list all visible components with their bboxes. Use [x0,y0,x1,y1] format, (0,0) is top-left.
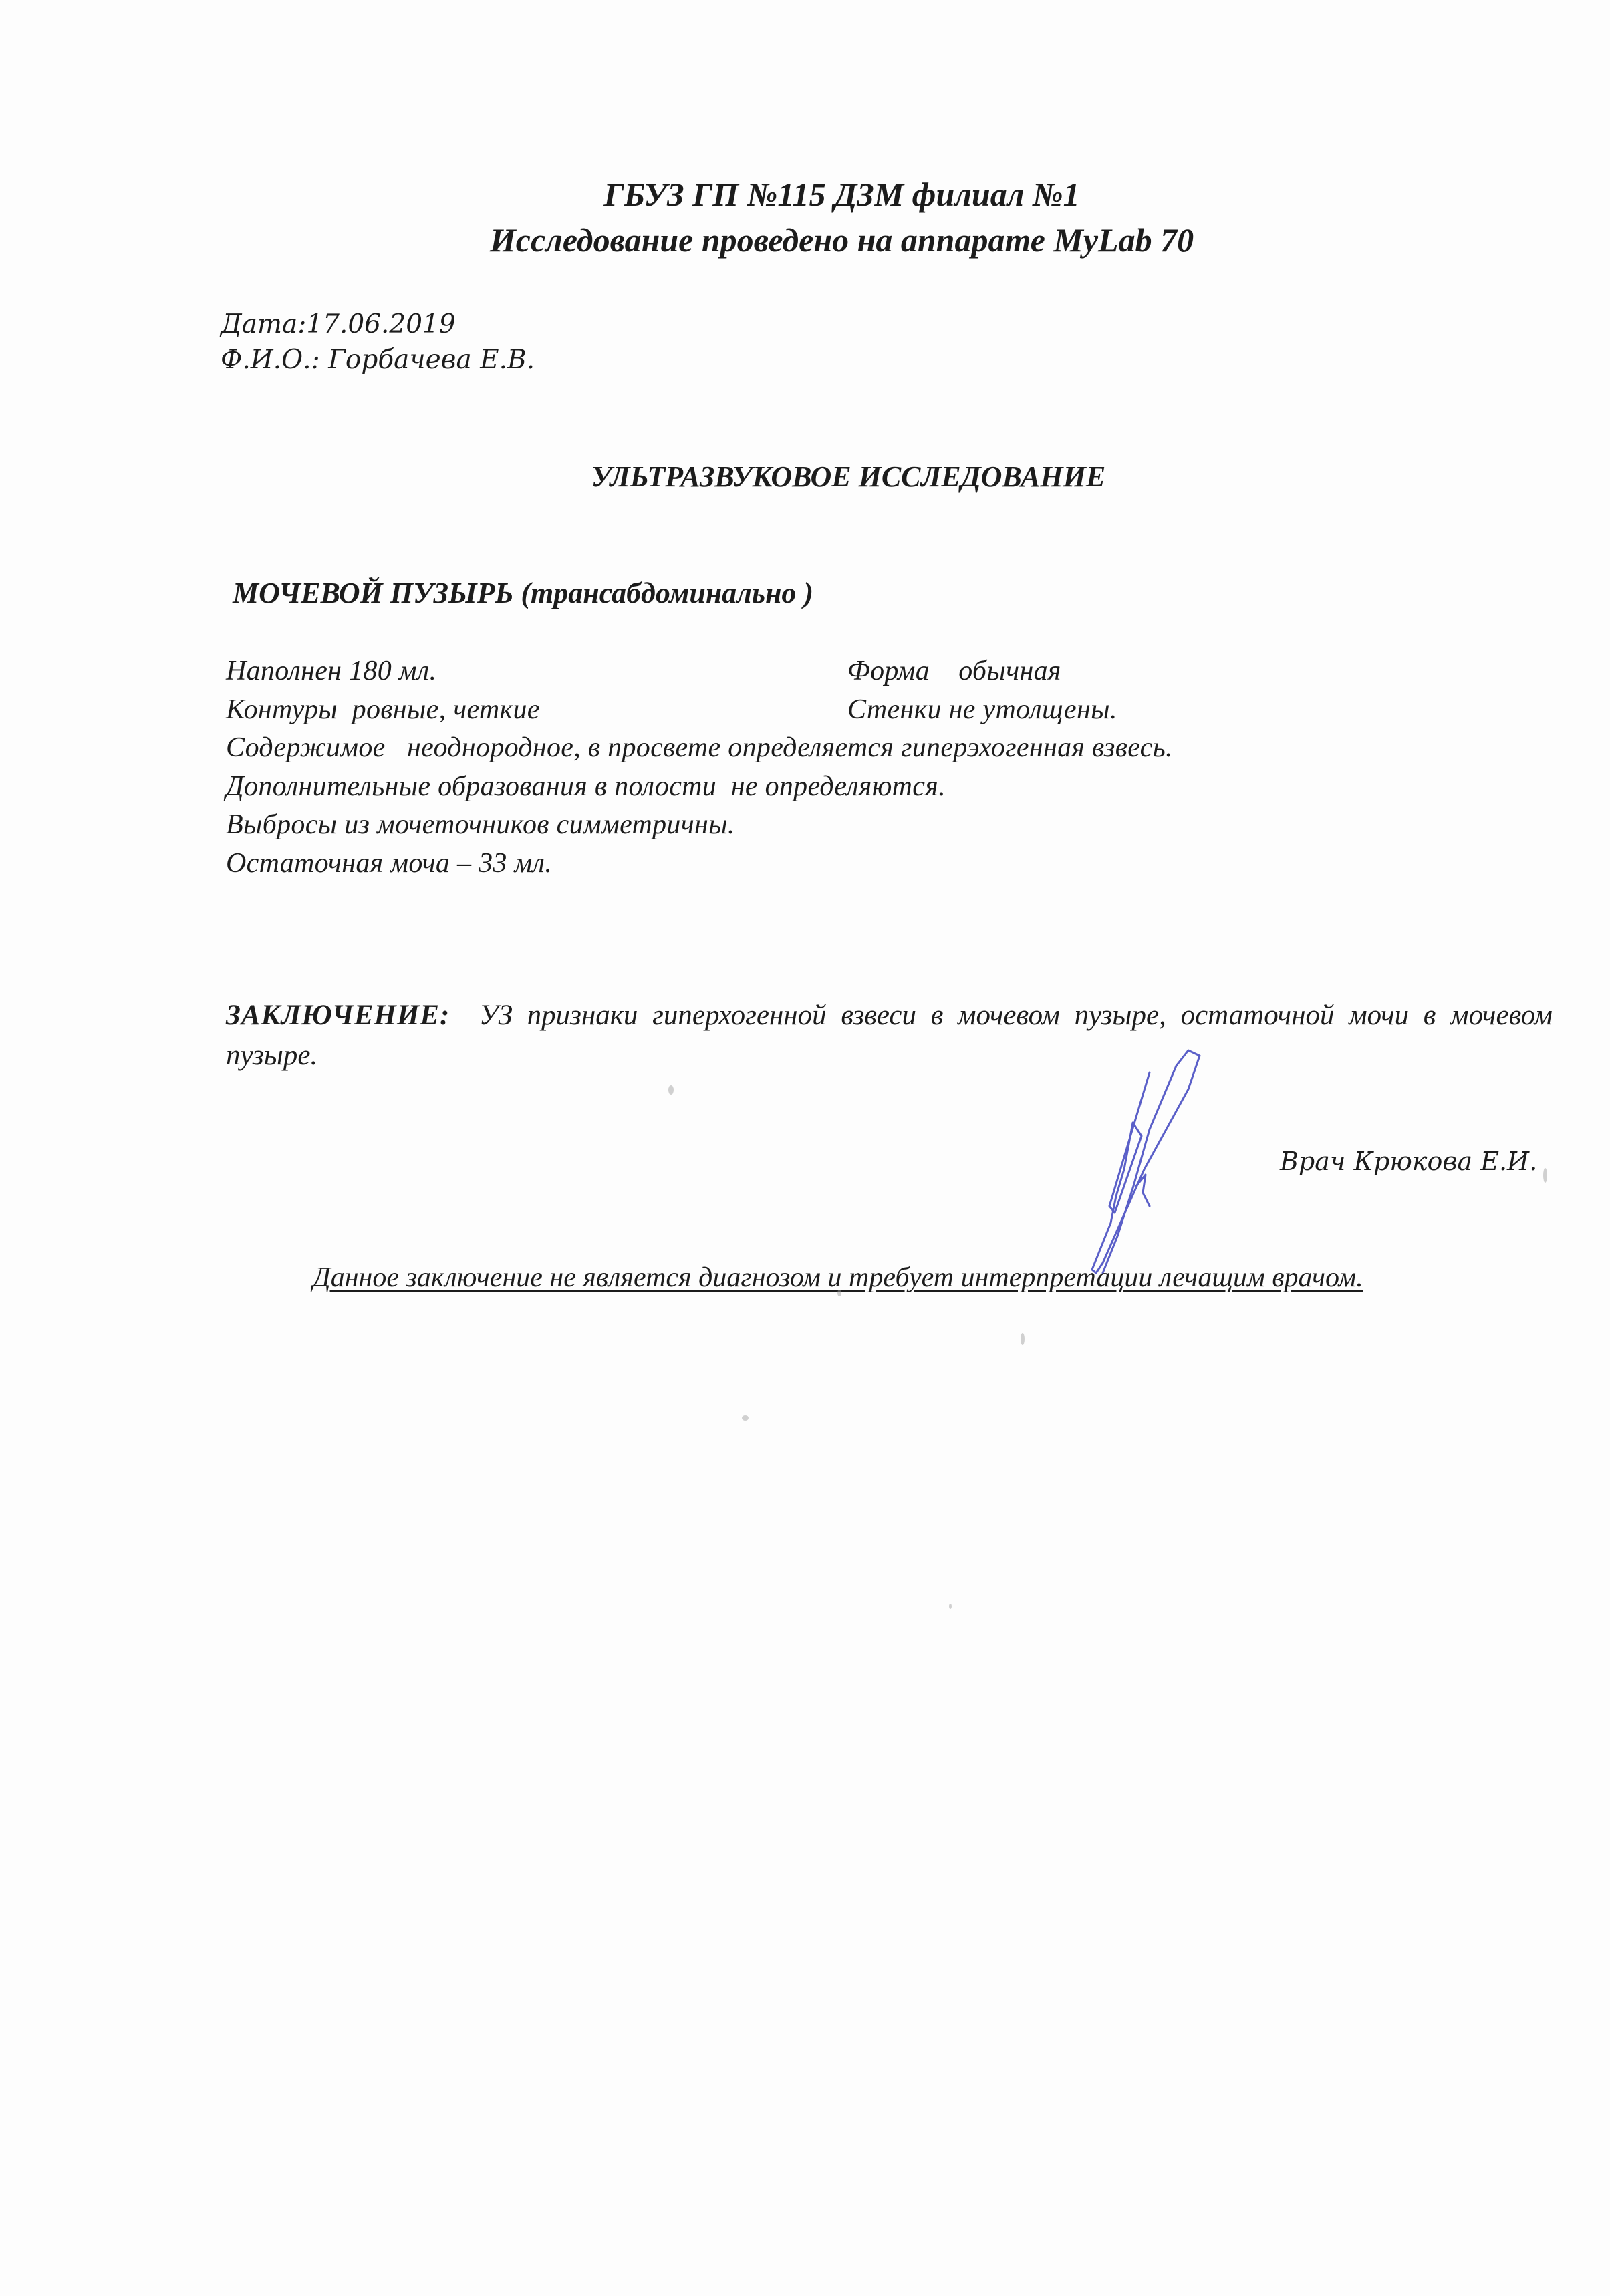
signature-stroke [1136,1175,1150,1206]
doctor-signature [1069,1042,1310,1283]
institution-header: ГБУЗ ГП №115 ДЗМ филиал №1 [603,176,1080,213]
signature-stroke [1092,1050,1200,1273]
patient-name: Ф.И.О.: Горбачева Е.В. [221,345,535,375]
conclusion [226,996,1553,1076]
section-heading [233,576,813,610]
scan-speck [837,1290,841,1296]
conclusion-label: ЗАКЛЮЧЕНИЕ: [226,1000,450,1031]
exam-date: Дата:17.06.2019 [221,309,456,339]
finding-filled: Наполнен 180 мл. [226,656,437,686]
organ-name: МОЧЕВОЙ ПУЗЫРЬ [233,577,514,609]
exam-title: УЛЬТРАЗВУКОВОЕ ИССЛЕДОВАНИЕ [591,460,1106,493]
finding-formations: Дополнительные образования в полости не определяются. [226,771,946,802]
doctor-name: Врач Крюкова Е.И. [1280,1147,1538,1176]
exam-method: (трансабдоминально ) [521,577,814,609]
finding-contents: Содержимое неоднородное, в просвете определяется гиперэхогенная взвесь. [226,732,1173,763]
device-line: Исследование проведено на аппарате MyLab 70 [489,221,1194,259]
scan-speck [949,1604,952,1609]
finding-contours: Контуры ровные, четкие [226,694,540,725]
scan-speck [1543,1168,1547,1183]
finding-residual: Остаточная моча – 33 мл. [226,848,553,879]
finding-shape: Форма обычная [847,656,1061,686]
finding-ejections: Выбросы из мочеточников симметричны. [226,809,735,840]
scan-speck [668,1085,674,1095]
scan-speck [1021,1333,1025,1345]
scan-speck [742,1415,749,1421]
finding-walls: Стенки не утолщены. [847,694,1117,725]
disclaimer: Данное заключение не является диагнозом и требует интерпретации лечащим врачом. [313,1262,1363,1293]
conclusion-text: УЗ признаки гиперхогенной взвеси в мочевом пузыре, остаточной мочи в мочевом пузыре. [226,1000,1553,1071]
